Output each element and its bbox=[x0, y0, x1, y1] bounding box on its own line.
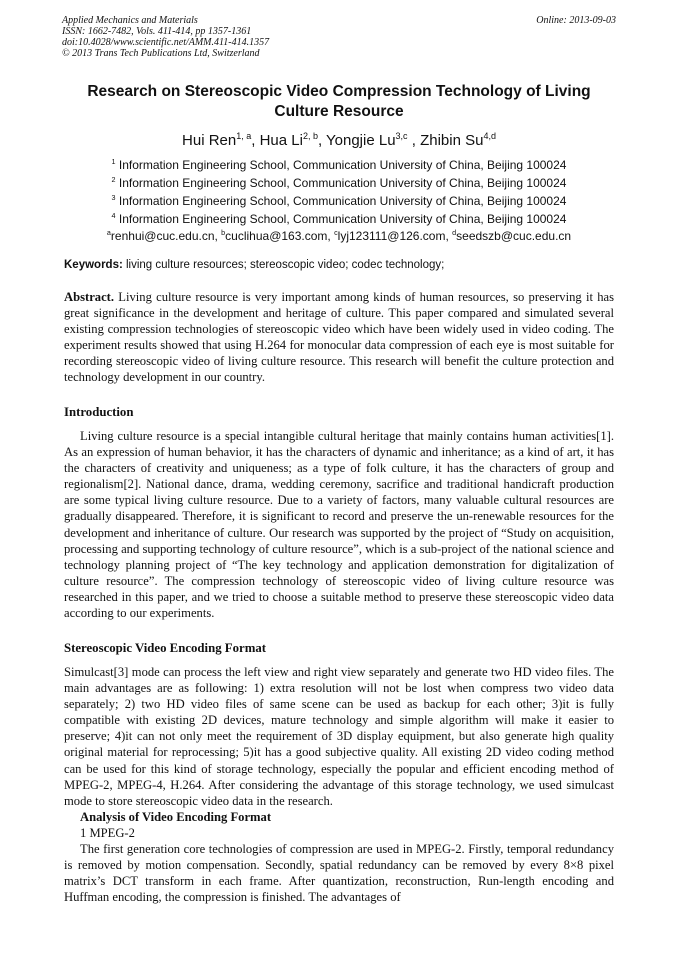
email-list: $^a$renhui@cuc.edu.cn, $^b$cuclihua@163.com, $^c$lyj123111@126.com, $^d$seedszb@cuc.edu.cn bbox=[106, 228, 572, 243]
section-heading-encoding-format: Stereoscopic Video Encoding Format bbox=[64, 641, 267, 655]
affiliation bbox=[60, 156, 618, 174]
affiliation-list bbox=[60, 156, 618, 228]
affiliation bbox=[60, 192, 618, 210]
author-sup: 2, b bbox=[302, 131, 318, 141]
affiliation bbox=[60, 210, 618, 228]
section-encoding-format-text: Simulcast[3] mode can process the left view and right view separately and generate two HD video files. The main advantages are as following: 1) extra resolution will not be lost when compress two video data separately; 2) two HD video files of same scene can be used as backup for each other; 3)it is fully compatible with existing 2D devices, mature technology and simple algorithm will make it easier to preserve; 4)it can not only meet the requirement of 3D display equipment, but also generate high quality original material for reprocessing; 5)it has a good subjective quality. All existing 2D video coding method can be used for this kind of storage technology, especially the popular and efficient encoding method of MPEG-2, MPEG-4, H.264. After considering the advantage of this storage technology, we used simulcast mode to store stereoscopic video data in the research. bbox=[64, 665, 614, 808]
author-name: Zhibin Su bbox=[420, 132, 484, 149]
affiliation bbox=[60, 174, 618, 192]
section-encoding-format-body bbox=[64, 664, 614, 905]
email-sup: c bbox=[334, 228, 338, 237]
affiliation-num: 2 bbox=[111, 175, 116, 184]
subsection-heading: Analysis of Video Encoding Format bbox=[80, 809, 272, 824]
online-date: Online: 2013-09-03 bbox=[536, 15, 616, 26]
affiliation-num: 3 bbox=[111, 193, 116, 202]
email: lyj123111@126.com bbox=[337, 229, 446, 243]
affiliation-text: Information Engineering School, Communication University of China, Beijing 100024 bbox=[118, 194, 567, 208]
affiliation-num: 1 bbox=[111, 157, 116, 166]
email: cuclihua@163.com bbox=[225, 229, 328, 243]
abstract-text: Living culture resource is very important among kinds of human resources, so preserving it has great significance in the development and heritage of culture. This paper compared and simulated several existing compression technologies of stereoscopic video which have been widely used in video coding. The experiment results showed that using H.264 for monocular data compression of each eye is most suitable for recording stereoscopic video of living culture resource. This research will benefit the culture protection and technology development in our country. bbox=[64, 290, 614, 385]
author-name: Yongjie Lu bbox=[326, 132, 396, 149]
keywords bbox=[64, 258, 616, 272]
abstract-label: Abstract. bbox=[64, 290, 115, 304]
affiliation-num: 4 bbox=[111, 211, 116, 220]
introduction-heading: Introduction bbox=[64, 405, 134, 419]
author-sup: 3,c bbox=[395, 131, 408, 141]
author-list: Hui Ren$^{1, a}$, Hua Li$^{2, b}$, Yongjie Lu$^{3,c}$ , Zhibin Su$^{4,d}$ bbox=[182, 131, 496, 149]
author-sup: 4,d bbox=[483, 131, 496, 141]
keywords-text: living culture resources; stereoscopic video; codec technology; bbox=[126, 259, 445, 271]
author-name: Hui Ren bbox=[182, 132, 237, 149]
subsection-item: 1 MPEG-2 bbox=[80, 825, 135, 840]
email: seedszb@cuc.edu.cn bbox=[456, 229, 572, 243]
affiliation-text: Information Engineering School, Communication University of China, Beijing 100024 bbox=[118, 212, 567, 226]
email-sup: d bbox=[452, 228, 457, 237]
paper-title: Research on Stereoscopic Video Compression Technology of Living Culture Resource bbox=[87, 83, 591, 120]
email-sup: a bbox=[106, 228, 111, 237]
introduction-text: Living culture resource is a special intangible cultural heritage that mainly contains human activities[1]. As an expression of human behavior, it has the characters of dynamic and inheritance; as a kind of art, it has the characters of creativity and uniqueness; as a type of folk culture, it has the characters of group and regionalism[2]. National dance, drama, wedding ceremony, sacrifice and traditional handicraft production are some typical living culture resource. Due to a variety of factors, many valuable cultural resources are gradually disappeared. Therefore, it is significant to record and preserve the un-renewable resources for the development and inheritance of culture. Our research was supported by the project of “Study on acquisition, processing and supporting technology of culture resource”, which is a sub-project of the national science and technology planning project of “The key technology and application demonstration for digitalization of culture resource”. The compression technology of stereoscopic video of living culture resource was researched in this paper, and we tried to choose a suitable method to preserve these stereoscopic video data according to our experiments. bbox=[64, 429, 614, 621]
keywords-label: Keywords: bbox=[64, 259, 123, 271]
email: renhui@cuc.edu.cn bbox=[110, 229, 215, 243]
doi-line: doi:10.4028/www.scientific.net/AMM.411-414.1357 bbox=[62, 37, 270, 48]
copyright-line: © 2013 Trans Tech Publications Ltd, Switzerland bbox=[62, 48, 260, 59]
affiliation-text: Information Engineering School, Communication University of China, Beijing 100024 bbox=[118, 158, 567, 172]
affiliation-text: Information Engineering School, Communication University of China, Beijing 100024 bbox=[118, 176, 567, 190]
introduction-body bbox=[64, 428, 614, 621]
email-sup: b bbox=[221, 228, 226, 237]
abstract bbox=[64, 289, 614, 386]
journal-name: Applied Mechanics and Materials bbox=[62, 15, 198, 26]
journal-header bbox=[62, 15, 616, 59]
subsection-item-text: The first generation core technologies of compression are used in MPEG-2. Firstly, temporal redundancy is removed by motion compensation. Secondly, spatial redundancy can be removed by every 8×8 pixel matrix’s DCT transform in each frame. After quantization, reconstruction, Run-length encoding and Huffman encoding, the compression is finished. The advantages of bbox=[64, 842, 614, 905]
author-name: Hua Li bbox=[259, 132, 303, 149]
issn-line: ISSN: 1662-7482, Vols. 411-414, pp 1357-1361 bbox=[62, 26, 252, 37]
author-sup: 1, a bbox=[236, 131, 252, 141]
